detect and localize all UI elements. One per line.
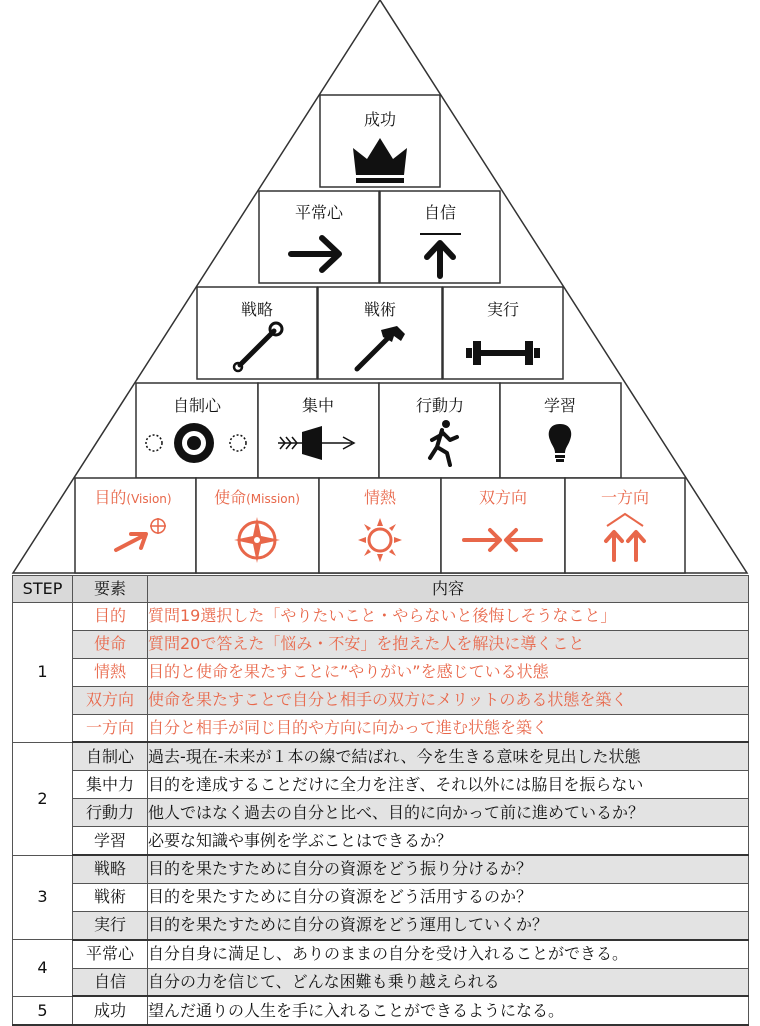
content-cell: 質問20で答えた「悩み・不安」を抱えた人を解決に導くこと: [148, 630, 749, 658]
pyramid-cell-tactics: [318, 287, 442, 379]
cell-label: 戦術: [363, 300, 397, 319]
content-cell: 使命を果たすことで自分と相手の双方にメリットのある状態を築く: [148, 686, 749, 714]
pyramid-cell-success: [320, 95, 440, 187]
content-cell: 自分と相手が同じ目的や方向に向かって進む状態を築く: [148, 714, 749, 742]
table-row: [13, 771, 749, 799]
cell-label: 成功: [363, 110, 397, 129]
content-cell: 必要な知識や事例を学ぶことはできるか？: [148, 827, 749, 855]
table-row: [13, 658, 749, 686]
content-cell: 自分の力を信じて、どんな困難も乗り越えられる: [148, 968, 749, 996]
step-number: 4: [13, 940, 73, 997]
cell-label: 平常心: [294, 203, 344, 222]
element-cell: 双方向: [73, 686, 148, 714]
cell-label: 一方向: [600, 488, 650, 507]
table-row: [13, 940, 749, 968]
pyramid-cell-passion: [319, 478, 441, 573]
element-cell: 学習: [73, 827, 148, 855]
header-content: 内容: [148, 576, 749, 603]
pyramid-cell-focus: [258, 383, 379, 478]
content-cell: 目的を達成することだけに全力を注ぎ、それ以外には脇目を振らない: [148, 771, 749, 799]
table-row: [13, 630, 749, 658]
element-cell: 戦略: [73, 855, 148, 883]
cell-label: 行動力: [415, 396, 465, 415]
table-header-row: [13, 576, 749, 603]
table-row: [13, 686, 749, 714]
cell-label: 情熱: [363, 488, 397, 507]
cell-label: 自信: [423, 203, 457, 222]
cell-label: 集中: [301, 396, 335, 415]
pyramid-cell-strategy: [197, 287, 317, 379]
cell-label: 学習: [543, 396, 577, 415]
table-row: [13, 968, 749, 996]
table-row: [13, 911, 749, 939]
element-cell: 情熱: [73, 658, 148, 686]
content-cell: 目的を果たすために自分の資源をどう運用していくか？: [148, 911, 749, 939]
pyramid-cell-learning: [500, 383, 621, 478]
header-element: 要素: [73, 576, 148, 603]
cell-label: 使命(Mission): [214, 488, 300, 507]
element-cell: 集中力: [73, 771, 148, 799]
element-cell: 目的: [73, 603, 148, 631]
pyramid-cell-self-control: [136, 383, 258, 478]
content-cell: 目的を果たすために自分の資源をどう振り分けるか？: [148, 855, 749, 883]
pyramid-cell-action: [379, 383, 500, 478]
steps-table: [12, 575, 749, 1026]
table-row: [13, 883, 749, 911]
table-row: [13, 799, 749, 827]
element-cell: 戦術: [73, 883, 148, 911]
pyramid-cell-confidence: [380, 191, 500, 283]
element-cell: 実行: [73, 911, 148, 939]
content-cell: 他人ではなく過去の自分と比べ、目的に向かって前に進めているか？: [148, 799, 749, 827]
table-row: [13, 603, 749, 631]
cell-label: 双方向: [478, 488, 528, 507]
pyramid-cell-equanimity: [259, 191, 379, 283]
table-row: [13, 996, 749, 1025]
pyramid-cell-mutual: [441, 478, 565, 573]
element-cell: 成功: [73, 996, 148, 1025]
content-cell: 目的と使命を果たすことに”やりがい”を感じている状態: [148, 658, 749, 686]
step-number: 3: [13, 855, 73, 940]
cell-label: 目的(Vision): [94, 488, 172, 507]
table-row: [13, 827, 749, 855]
table-row: [13, 855, 749, 883]
table-row: [13, 714, 749, 742]
pyramid-cell-oneway: [565, 478, 685, 573]
content-cell: 過去-現在-未来が１本の線で結ばれ、今を生きる意味を見出した状態: [148, 742, 749, 770]
table-row: [13, 742, 749, 770]
element-cell: 平常心: [73, 940, 148, 968]
cell-label: 実行: [486, 300, 520, 319]
content-cell: 自分自身に満足し、ありのままの自分を受け入れることができる。: [148, 940, 749, 968]
step-number: 5: [13, 996, 73, 1025]
cell-label: 自制心: [172, 396, 222, 415]
content-cell: 質問19選択した「やりたいこと・やらないと後悔しそうなこと」: [148, 603, 749, 631]
content-cell: 目的を果たすために自分の資源をどう活用するのか？: [148, 883, 749, 911]
pyramid-cell-mission: [196, 478, 319, 573]
step-number: 1: [13, 603, 73, 743]
element-cell: 自制心: [73, 742, 148, 770]
content-cell: 望んだ通りの人生を手に入れることができるようになる。: [148, 996, 749, 1025]
step-number: 2: [13, 742, 73, 855]
pyramid-cell-purpose: [75, 478, 196, 573]
header-step: STEP: [13, 576, 73, 603]
element-cell: 行動力: [73, 799, 148, 827]
pyramid-cell-execution: [443, 287, 563, 379]
element-cell: 一方向: [73, 714, 148, 742]
element-cell: 使命: [73, 630, 148, 658]
element-cell: 自信: [73, 968, 148, 996]
cell-label: 戦略: [240, 300, 274, 319]
